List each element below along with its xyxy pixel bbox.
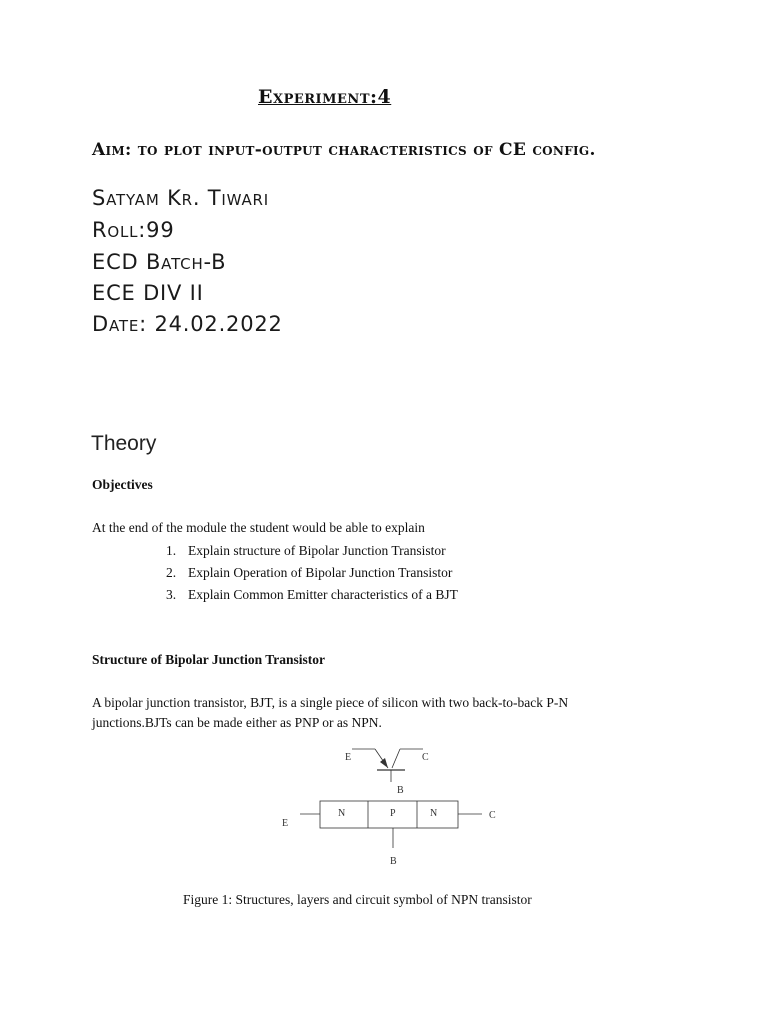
theory-heading: Theory (91, 432, 157, 455)
emitter-arrow-icon (380, 758, 388, 768)
list-number: 2. (166, 565, 177, 580)
structure-paragraph-line-2: junctions.BJTs can be made either as PNP or as NPN. (92, 715, 382, 730)
layer-n-left: N (338, 808, 346, 819)
list-number: 1. (166, 543, 177, 558)
student-name: Satyam Kr. Tiwari (92, 186, 269, 210)
block-emitter-label: E (282, 818, 289, 829)
list-item (166, 565, 452, 581)
structure-paragraph-line-1: A bipolar junction transistor, BJT, is a single piece of silicon with two back-to-back P-N (92, 695, 569, 710)
symbol-collector-label: C (422, 752, 429, 763)
list-text: Explain structure of Bipolar Junction Transistor (188, 543, 446, 558)
list-item (166, 587, 458, 603)
layer-p: P (390, 808, 396, 819)
npn-circuit-symbol (345, 749, 429, 796)
figure-caption: Figure 1: Structures, layers and circuit symbol of NPN transistor (183, 892, 532, 907)
npn-layer-structure (282, 801, 496, 867)
list-text: Explain Operation of Bipolar Junction Transistor (188, 565, 453, 580)
batch: ECD Batch-B (92, 250, 227, 274)
date: Date: 24.02.2022 (92, 312, 283, 336)
aim-statement: Aim: to plot input-output characteristics of CE config. (92, 140, 596, 160)
roll-number: Roll:99 (92, 218, 175, 242)
symbol-collector-line (392, 749, 400, 768)
symbol-base-label: B (397, 785, 404, 796)
list-text: Explain Common Emitter characteristics of a BJT (188, 587, 458, 602)
symbol-emitter-label: E (345, 752, 352, 763)
list-number: 3. (166, 587, 177, 602)
block-base-label: B (390, 856, 397, 867)
npn-transistor-diagram (270, 740, 510, 875)
division: ECE DIV II (92, 281, 204, 305)
objectives-intro: At the end of the module the student would be able to explain (92, 520, 425, 535)
block-collector-label: C (489, 810, 496, 821)
layer-n-right: N (430, 808, 438, 819)
structure-heading: Structure of Bipolar Junction Transistor (92, 652, 326, 667)
list-item (166, 543, 446, 559)
objectives-heading: Objectives (92, 477, 153, 492)
experiment-title: Experiment:4 (258, 86, 392, 108)
